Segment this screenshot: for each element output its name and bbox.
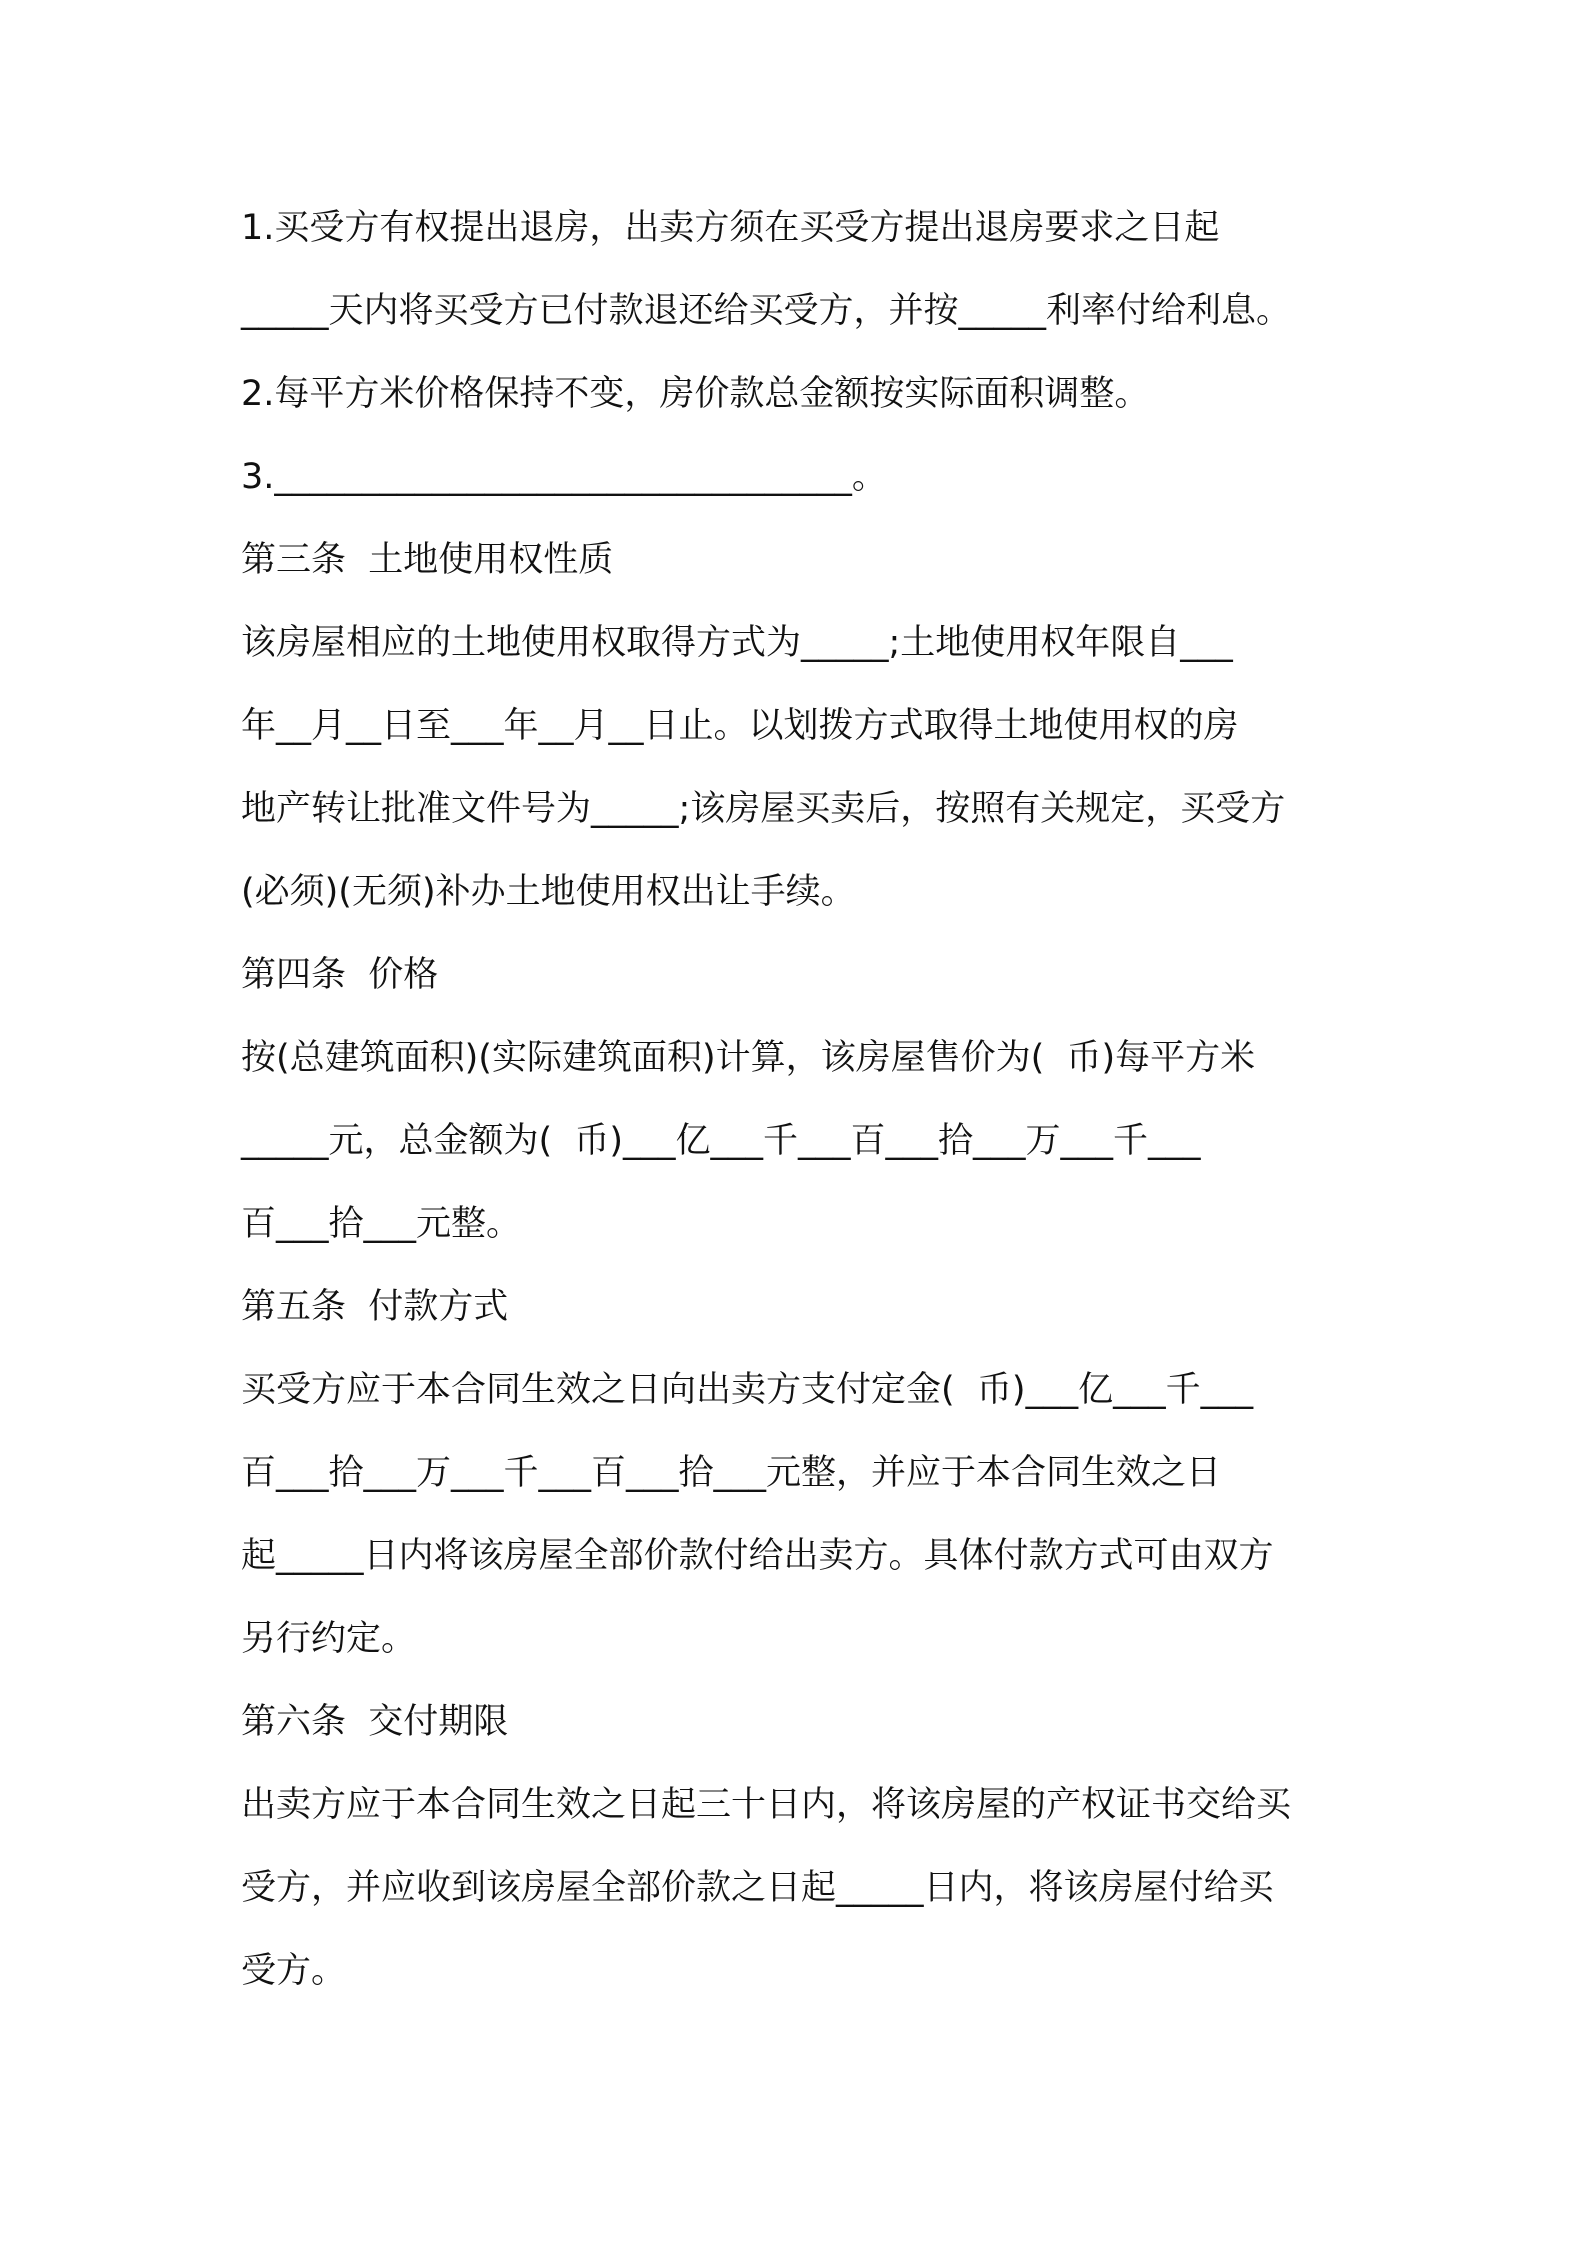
document-body xyxy=(241,196,1386,2022)
clause-line: 起_____日内将该房屋全部价款付给出卖方。具体付款方式可由双方 xyxy=(241,1536,1274,1576)
article-heading: 第三条 土地使用权性质 xyxy=(241,540,614,580)
clause-line: (必须)(无须)补办土地使用权出让手续。 xyxy=(241,872,856,912)
article-heading: 第六条 交付期限 xyxy=(241,1702,509,1742)
clause-line: 受方，并应收到该房屋全部价款之日起_____日内，将该房屋付给买 xyxy=(241,1868,1274,1908)
article-heading: 第四条 价格 xyxy=(241,955,439,995)
clause-line: 百___拾___万___千___百___拾___元整，并应于本合同生效之日 xyxy=(241,1453,1222,1493)
clause-line: 地产转让批准文件号为_____;该房屋买卖后，按照有关规定，买受方 xyxy=(241,789,1286,829)
clause-line: 百___拾___元整。 xyxy=(241,1204,522,1244)
clause-line: 另行约定。 xyxy=(241,1619,417,1659)
clause-line: 按(总建筑面积)(实际建筑面积)计算，该房屋售价为( 币)每平方米 xyxy=(241,1038,1256,1078)
clause-line: 该房屋相应的土地使用权取得方式为_____;土地使用权年限自___ xyxy=(241,623,1233,663)
article-heading: 第五条 付款方式 xyxy=(241,1287,509,1327)
clause-line: 买受方应于本合同生效之日向出卖方支付定金( 币)___亿___千___ xyxy=(241,1370,1254,1410)
clause-line: 3._________________________________。 xyxy=(241,457,887,497)
clause-line: 受方。 xyxy=(241,1951,347,1991)
clause-line: 1.买受方有权提出退房，出卖方须在买受方提出退房要求之日起 xyxy=(241,208,1220,248)
clause-line: 年__月__日至___年__月__日止。以划拨方式取得土地使用权的房 xyxy=(241,706,1239,746)
clause-line: _____天内将买受方已付款退还给买受方，并按_____利率付给利息。 xyxy=(241,291,1292,331)
clause-line: 出卖方应于本合同生效之日起三十日内，将该房屋的产权证书交给买 xyxy=(241,1785,1292,1825)
clause-line: _____元，总金额为( 币)___亿___千___百___拾___万___千___ xyxy=(241,1121,1201,1161)
clause-line: 2.每平方米价格保持不变，房价款总金额按实际面积调整。 xyxy=(241,374,1150,414)
